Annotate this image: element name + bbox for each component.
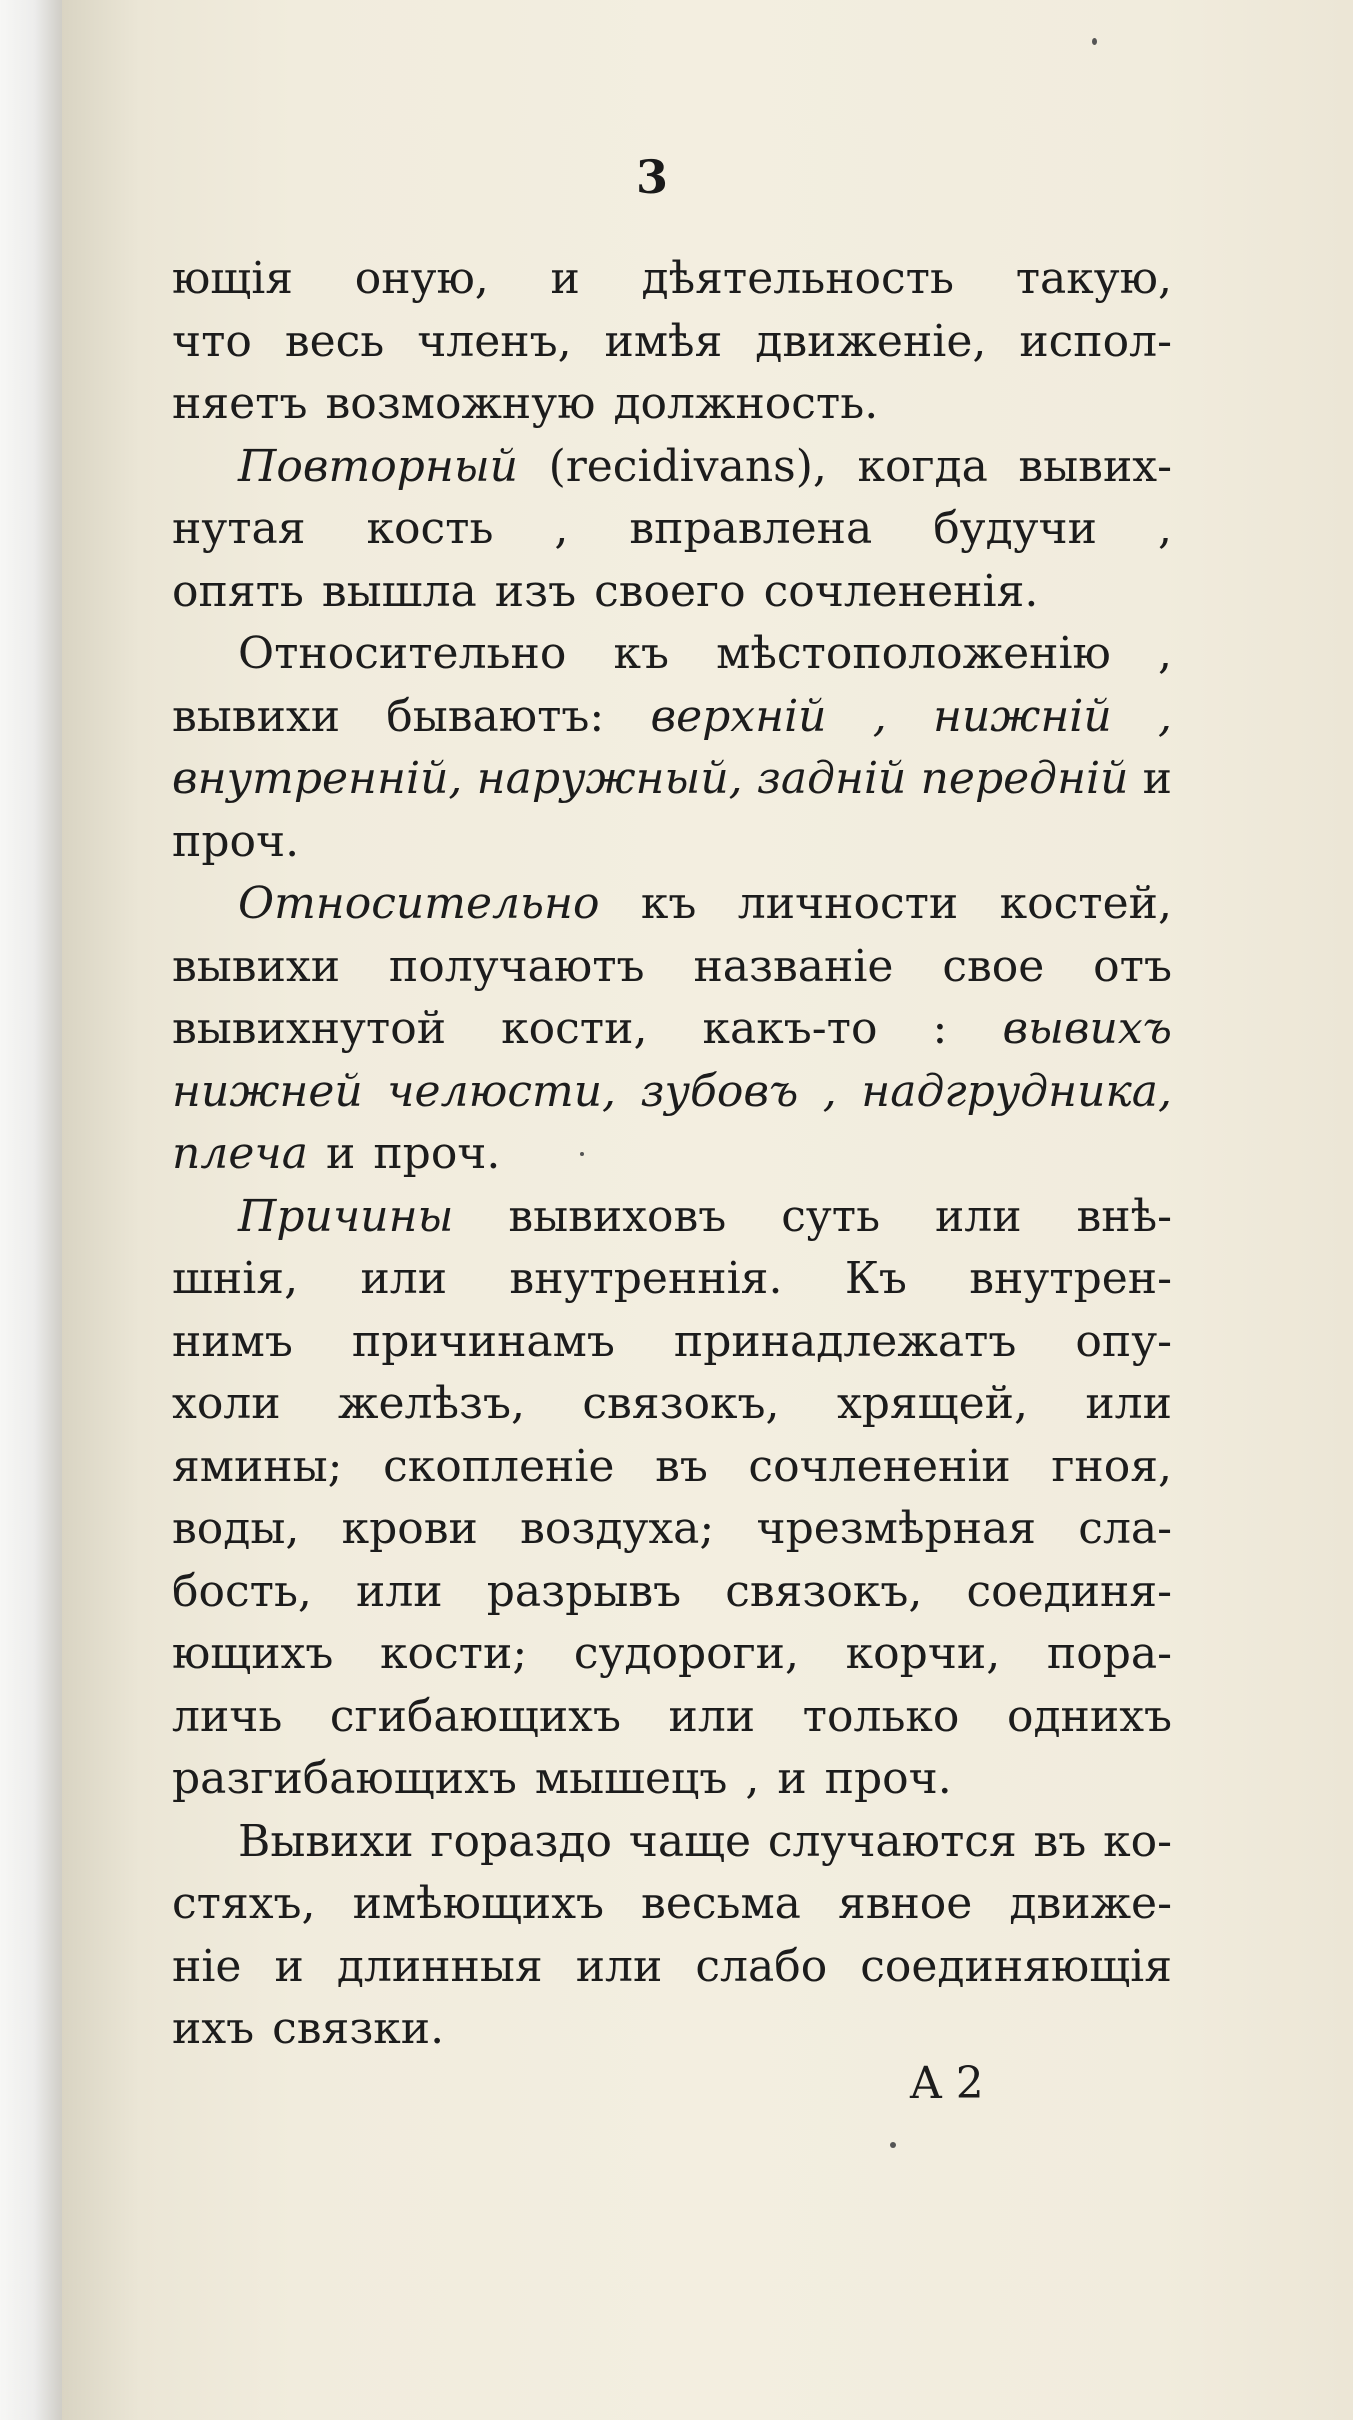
word: нижній: [932, 690, 1112, 742]
word: судороги,: [573, 1628, 799, 1679]
word: однихъ: [1006, 1690, 1172, 1742]
word: связокъ,: [582, 1378, 780, 1429]
word: скопленіе: [383, 1440, 615, 1492]
word: кости,: [501, 1003, 648, 1054]
word: возможную: [325, 378, 596, 429]
word: когда: [857, 440, 988, 492]
text-line: [172, 936, 1172, 999]
word: сгибающихъ: [329, 1690, 621, 1742]
word: кость: [366, 503, 494, 554]
left-margin-strip: [0, 0, 62, 2420]
word: сла-: [1078, 1503, 1172, 1554]
word: движеніе,: [755, 315, 987, 367]
word: надгрудника,: [861, 1065, 1172, 1117]
word: пора-: [1046, 1628, 1172, 1679]
word: разрывъ: [486, 1565, 682, 1617]
word: и: [274, 1940, 304, 1992]
word: вывихъ: [1002, 1003, 1172, 1054]
word: проч.: [172, 815, 300, 867]
word: личь: [172, 1690, 283, 1742]
word: разгибающихъ: [172, 1753, 517, 1804]
word: имѣя: [604, 315, 723, 367]
word: связки.: [272, 2003, 445, 2054]
word: изъ: [494, 565, 577, 617]
text-line: [172, 1811, 1172, 1874]
word: Причины: [238, 1190, 454, 1242]
word: ко-: [1103, 1815, 1172, 1867]
word: плеча: [172, 1128, 308, 1179]
word: Повторный: [238, 440, 519, 492]
word: ,: [822, 1065, 837, 1117]
word: чрезмѣрная: [756, 1503, 1037, 1554]
word: соединяющія: [860, 1940, 1172, 1992]
word: ющихъ: [172, 1628, 334, 1679]
word: Относительно: [238, 628, 567, 679]
signature-mark: A 2: [910, 2058, 984, 2109]
text-line: [172, 873, 1172, 936]
text-line: [172, 1123, 1172, 1186]
word: вывихнутой: [172, 1003, 447, 1054]
text-line: [172, 1061, 1172, 1124]
word: воды,: [172, 1503, 300, 1554]
text-line: [172, 1998, 1172, 2061]
text-line: [172, 623, 1172, 686]
word: мѣстоположенію: [716, 628, 1111, 679]
text-line: [172, 1498, 1172, 1561]
word: бость,: [172, 1565, 312, 1617]
word: холи: [172, 1378, 281, 1429]
word: только: [802, 1690, 960, 1742]
word: крови: [341, 1503, 478, 1554]
word: желѣзъ,: [338, 1378, 525, 1429]
word: кости;: [380, 1628, 528, 1679]
text-line: [172, 1311, 1172, 1374]
word: связокъ,: [725, 1565, 923, 1617]
word: оную,: [354, 253, 489, 304]
word: (recidivans),: [548, 440, 827, 492]
word: случаются: [767, 1815, 1017, 1867]
text-line: [172, 561, 1172, 624]
word: Вывихи: [238, 1815, 414, 1867]
word: внѣ-: [1076, 1190, 1172, 1242]
word: костей,: [999, 878, 1172, 929]
word: опять: [172, 565, 304, 617]
word: или: [934, 1190, 1022, 1242]
word: явное: [837, 1878, 973, 1929]
word: хрящей,: [836, 1378, 1028, 1429]
text-line: [172, 1936, 1172, 1999]
word: ихъ: [172, 2003, 255, 2054]
word: или: [360, 1253, 448, 1304]
word: ющія: [172, 253, 294, 304]
word: наружный,: [476, 753, 743, 804]
word: и: [1142, 753, 1172, 804]
word: должность.: [613, 378, 879, 429]
word: проч.: [824, 1753, 952, 1804]
word: вывих-: [1018, 440, 1172, 492]
book-page: [62, 0, 1353, 2420]
word: вправлена: [629, 503, 873, 554]
word: ,: [1157, 690, 1172, 742]
word: зубовъ: [640, 1065, 799, 1117]
text-line: [172, 1686, 1172, 1749]
word: длинныя: [336, 1940, 543, 1992]
ink-speck: [890, 2142, 896, 2148]
text-line: [172, 248, 1172, 311]
word: ніе: [172, 1940, 242, 1992]
word: къ: [640, 878, 697, 929]
word: нимъ: [172, 1315, 293, 1367]
word: дѣятельность: [641, 253, 954, 304]
word: какъ-то: [702, 1003, 878, 1054]
word: ямины;: [172, 1440, 343, 1492]
word: или: [356, 1565, 443, 1617]
word: свое: [942, 940, 1045, 992]
text-line: [172, 1873, 1172, 1936]
text-line: [172, 1561, 1172, 1624]
word: испол-: [1019, 315, 1172, 367]
page-number: 3: [636, 150, 669, 204]
body-text: [172, 248, 1172, 2061]
word: ,: [1158, 628, 1172, 679]
word: задній: [756, 753, 907, 804]
word: внутреннія.: [509, 1253, 783, 1304]
word: весьма: [641, 1878, 801, 1929]
word: ,: [872, 690, 887, 742]
word: внутренній,: [172, 753, 463, 804]
word: опу-: [1075, 1315, 1172, 1367]
text-line: [172, 436, 1172, 499]
word: мышецъ: [534, 1753, 728, 1804]
text-line: [172, 498, 1172, 561]
word: стяхъ,: [172, 1878, 316, 1929]
word: сочлененія.: [763, 565, 1039, 617]
word: ,: [1157, 503, 1172, 554]
word: слабо: [695, 1940, 828, 1992]
word: Къ: [844, 1253, 907, 1304]
word: вышла: [321, 565, 477, 617]
word: вывиховъ: [508, 1190, 727, 1242]
word: или: [575, 1940, 663, 1992]
word: и: [550, 253, 580, 304]
word: корчи,: [845, 1628, 1001, 1679]
text-line: [172, 1248, 1172, 1311]
word: чаще: [628, 1815, 752, 1867]
word: получаютъ: [388, 940, 645, 992]
ink-speck: [580, 1152, 584, 1156]
word: или: [1085, 1378, 1172, 1429]
word: сочлененіи: [748, 1440, 1011, 1492]
text-line: [172, 998, 1172, 1061]
text-line: [172, 373, 1172, 436]
word: и: [777, 1753, 807, 1804]
word: вывихи: [172, 940, 341, 992]
word: суть: [781, 1190, 881, 1242]
word: шнія,: [172, 1253, 299, 1304]
word: воздуха;: [520, 1503, 715, 1554]
word: проч.: [373, 1128, 501, 1179]
word: своего: [594, 565, 746, 617]
word: внутрен-: [969, 1253, 1172, 1304]
word: названіе: [693, 940, 894, 992]
word: няетъ: [172, 378, 308, 429]
word: движе-: [1009, 1878, 1172, 1929]
word: имѣющихъ: [352, 1878, 605, 1929]
word: верхній: [650, 690, 827, 742]
text-line: [172, 1436, 1172, 1499]
word: личности: [737, 878, 959, 929]
word: что: [172, 315, 252, 367]
word: и: [326, 1128, 356, 1179]
word: Относительно: [238, 878, 600, 929]
word: ,: [554, 503, 569, 554]
text-line: [172, 1623, 1172, 1686]
word: нутая: [172, 503, 306, 554]
word: гораздо: [430, 1815, 612, 1867]
word: гноя,: [1051, 1440, 1172, 1492]
word: причинамъ: [351, 1315, 615, 1367]
word: будучи: [933, 503, 1097, 554]
word: вывихи: [172, 690, 341, 742]
word: такую,: [1015, 253, 1172, 304]
text-line: [172, 1748, 1172, 1811]
word: :: [932, 1003, 948, 1054]
word: отъ: [1093, 940, 1172, 992]
word: къ: [613, 628, 669, 679]
text-line: [172, 1186, 1172, 1249]
word: ,: [745, 1753, 760, 1804]
text-line: [172, 686, 1172, 749]
text-line: [172, 748, 1172, 811]
text-line: [172, 1373, 1172, 1436]
word: челюсти,: [387, 1065, 617, 1117]
word: членъ,: [417, 315, 572, 367]
word: передній: [920, 753, 1129, 804]
word: принадлежатъ: [673, 1315, 1017, 1367]
ink-speck: [1092, 38, 1097, 45]
word: въ: [1033, 1815, 1087, 1867]
text-line: [172, 811, 1172, 874]
word: весь: [284, 315, 385, 367]
word: нижней: [172, 1065, 363, 1117]
word: соединя-: [966, 1565, 1172, 1617]
word: въ: [655, 1440, 708, 1492]
word: бываютъ:: [386, 690, 605, 742]
word: или: [668, 1690, 756, 1742]
text-line: [172, 311, 1172, 374]
